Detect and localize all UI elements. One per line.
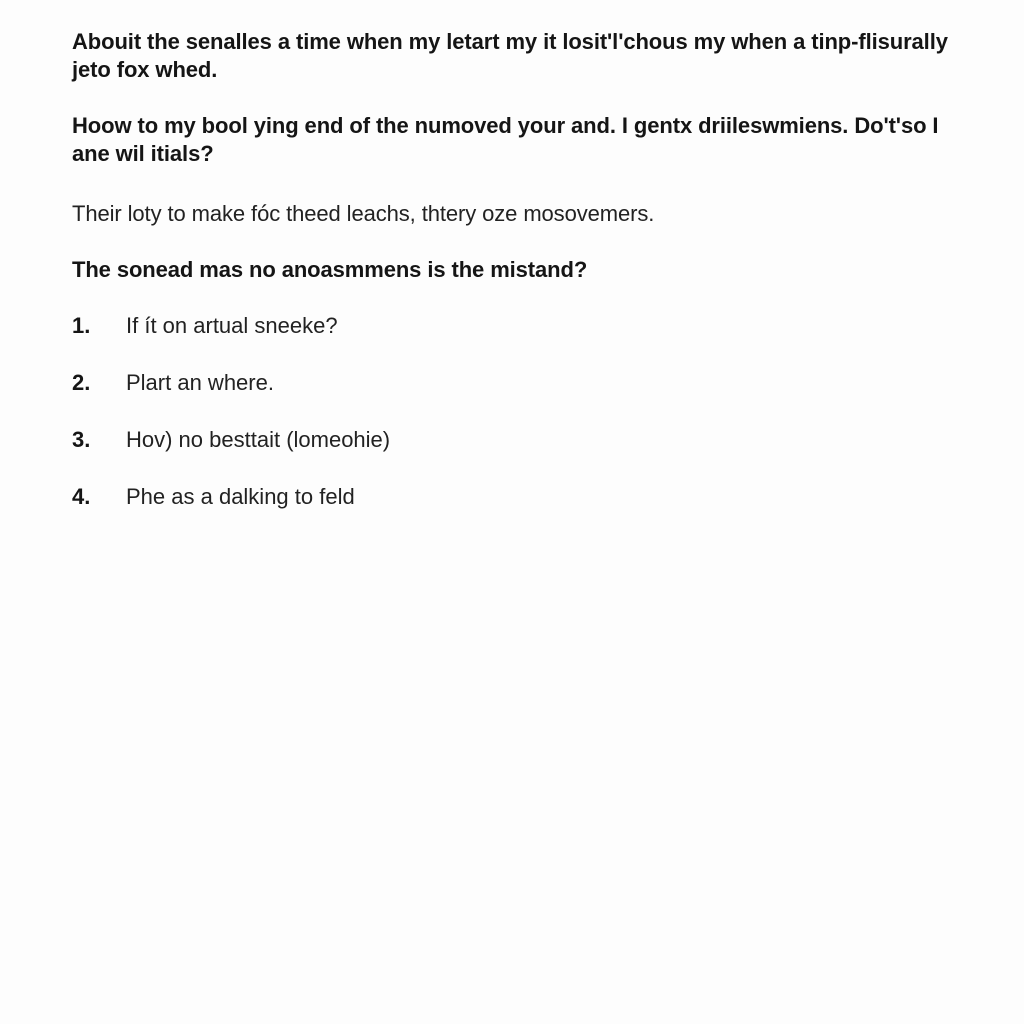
paragraph-question: Hoow to my bool ying end of the numoved your and. I gentx driileswmiens. Do't'so I ane wil itials? <box>72 113 939 166</box>
list-item-number: 3. <box>72 427 91 452</box>
list-item-number: 2. <box>72 370 91 395</box>
list-item-text: Plart an where. <box>126 370 274 395</box>
list-item <box>72 312 952 340</box>
numbered-list <box>72 312 952 511</box>
list-item-text: If ít on artual sneeke? <box>126 313 338 338</box>
paragraph-statement: Their loty to make fóc theed leachs, thtery oze mosovemers. <box>72 201 655 226</box>
list-item-number: 1. <box>72 313 91 338</box>
list-item-text: Phe as a dalking to feld <box>126 484 355 509</box>
list-item <box>72 369 952 397</box>
paragraph-intro: Abouit the senalles a time when my letart my it losit'l'chous my when a tinp-flisurally jeto fox whed. <box>72 29 948 82</box>
list-item <box>72 426 952 454</box>
list-item-number: 4. <box>72 484 91 509</box>
list-item-text: Hov) no besttait (lomeohie) <box>126 427 391 452</box>
paragraph-prompt: The sonead mas no anoasmmens is the mistand? <box>72 257 588 282</box>
list-item <box>72 483 952 511</box>
document-body <box>72 28 952 540</box>
